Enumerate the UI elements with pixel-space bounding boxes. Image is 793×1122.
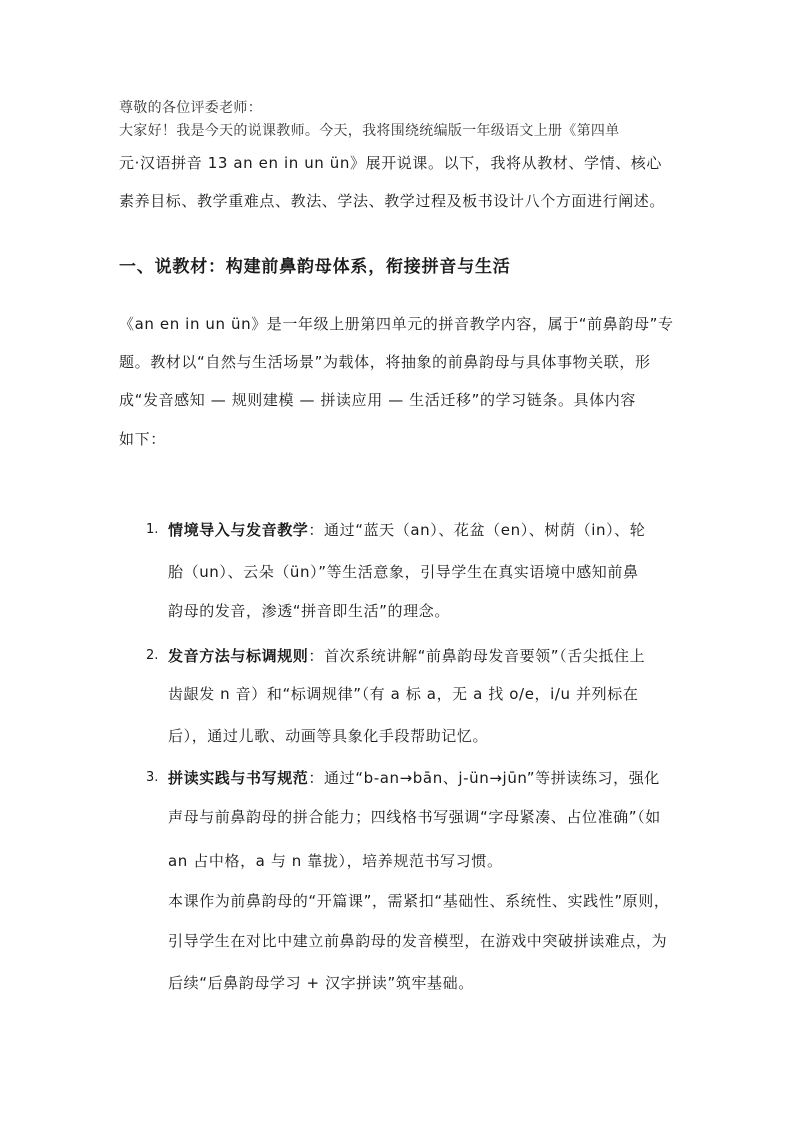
list-item-1-line-3: 韵母的发音，渗透“拼音即生活”的理念。 <box>168 602 450 620</box>
intro-line-1: 大家好！我是今天的说课教师。今天，我将围绕统编版一年级语文上册《第四单 <box>119 123 620 139</box>
list-item-2-title: 发音方法与标调规则 <box>168 647 309 665</box>
paragraph-line-1: 《an en in un ün》是一年级上册第四单元的拼音教学内容，属于“前鼻韵母”专 <box>119 315 674 333</box>
section-heading: 一、说教材：构建前鼻韵母体系，衔接拼音与生活 <box>119 257 511 277</box>
list-item-1-line-2: 胎（un）、云朵（ün）”等生活意象，引导学生在真实语境中感知前鼻 <box>168 563 639 581</box>
list-number-2: 2. <box>146 648 159 663</box>
paragraph-line-2: 题。教材以“自然与生活场景”为载体，将抽象的前鼻韵母与具体事物关联，形 <box>119 353 651 371</box>
list-item-2-line-2: 齿龈发 n 音）和“标调规律”（有 a 标 a，无 a 找 o/e，i/u 并列标在 <box>168 685 639 703</box>
list-number-1: 1. <box>146 522 159 537</box>
list-item-2-line-1 <box>168 645 645 666</box>
list-item-3-text: ：通过“b-an→bān、j-ün→jūn”等拼读练习，强化 <box>308 769 660 787</box>
list-item-2-text: ：首次系统讲解“前鼻韵母发音要领”（舌尖抵住上 <box>308 647 646 665</box>
closing-line-1: 本课作为前鼻韵母的“开篇课”，需紧扣“基础性、系统性、实践性”原则， <box>168 892 670 910</box>
list-item-3-line-2: 声母与前鼻韵母的拼合能力；四线格书写强调“字母紧凑、占位准确”（如 <box>168 808 661 826</box>
closing-line-3: 后续“后鼻韵母学习 + 汉字拼读”筑牢基础。 <box>168 974 474 992</box>
list-item-1-title: 情境导入与发音教学 <box>168 521 309 539</box>
list-item-2-line-3: 后），通过儿歌、动画等具象化手段帮助记忆。 <box>168 727 489 745</box>
list-item-3-line-3: an 占中格，a 与 n 靠拢），培养规范书写习惯。 <box>168 852 503 870</box>
list-number-3: 3. <box>146 770 159 785</box>
salutation: 尊敬的各位评委老师： <box>119 100 262 116</box>
paragraph-line-3: 成“发音感知 — 规则建模 — 拼读应用 — 生活迁移”的学习链条。具体内容 <box>119 391 636 409</box>
list-item-3-title: 拼读实践与书写规范 <box>168 769 309 787</box>
paragraph-line-4: 如下： <box>119 430 166 448</box>
closing-line-2: 引导学生在对比中建立前鼻韵母的发音模型，在游戏中突破拼读难点，为 <box>168 932 668 950</box>
intro-line-2: 元·汉语拼音 13 an en in un ün》展开说课。以下，我将从教材、学情、核心 <box>119 154 663 172</box>
intro-line-3: 素养目标、教学重难点、教法、学法、教学过程及板书设计八个方面进行阐述。 <box>119 192 666 210</box>
list-item-1-text: ：通过“蓝天（an）、花盆（en）、树荫（in）、轮 <box>308 521 646 539</box>
list-item-1-line-1 <box>168 519 645 540</box>
list-item-3-line-1 <box>168 767 660 788</box>
